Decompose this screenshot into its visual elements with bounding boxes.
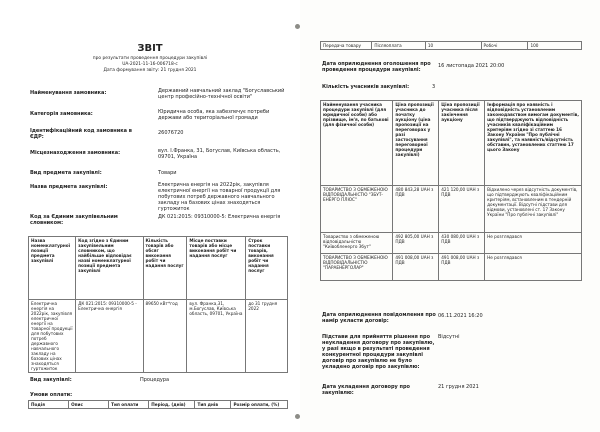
stamp-cell: Робочі xyxy=(481,42,528,50)
payment-col-type: Тип оплати xyxy=(109,401,149,409)
payment-col-description: Опис xyxy=(69,401,109,409)
participants-value: 3 xyxy=(432,84,436,90)
bid-final-price: 430 080,00 UAH з ПДВ xyxy=(439,233,485,254)
payment-col-event: Подія xyxy=(29,401,69,409)
items-col-name: Назва номенклатурної позиції предмета закупівлі xyxy=(29,237,76,300)
bids-col-final-price: Ціна пропозиції учасника після закінчення аукціону xyxy=(439,101,485,186)
report-subtitle: про результати проведення процедури закупівлі xyxy=(92,56,208,61)
items-col-quantity: Кількість товарів або обсяг виконання робіт чи надання послуг xyxy=(143,237,187,300)
subject-name-label: Назва предмета закупівлі: xyxy=(30,184,108,190)
payment-table xyxy=(28,400,288,409)
table-row xyxy=(321,42,582,50)
table-row xyxy=(321,186,582,233)
bids-table xyxy=(320,100,582,281)
payment-col-amount: Розмір оплати, (%) xyxy=(231,401,288,409)
bid-initial-price: 480 843,28 UAH з ПДВ xyxy=(393,186,439,233)
customer-address-label: Місцезнаходження замовника: xyxy=(30,150,121,156)
customer-name-label: Найменування замовника: xyxy=(30,90,107,96)
bid-initial-price: 492 805,00 UAH з ПДВ xyxy=(393,233,439,254)
items-table xyxy=(28,236,288,373)
edr-code-value: 26076720 xyxy=(158,130,184,136)
payment-stamp-table xyxy=(320,41,582,50)
bid-compliance: Не розглядався xyxy=(485,254,582,281)
items-table-header xyxy=(29,237,288,300)
bids-col-participant: Найменування учасника процедури закупівлі (для юридичної особи) або прізвище, ім'я, по батькові (для фізичної особи) xyxy=(321,101,393,186)
participants-label: Кількість учасників закупівлі: xyxy=(322,84,410,90)
stamp-cell: Післяоплата xyxy=(372,42,426,50)
table-row xyxy=(29,300,288,373)
bid-participant: ТОВАРИСТВО З ОБМЕЖЕНОЮ ВІДПОВІДАЛЬНІСТЮ "ПАРАЕНЕРГОЛАР" xyxy=(321,254,393,281)
items-col-place: Місце поставки товарів або місце виконання робіт чи надання послуг xyxy=(187,237,246,300)
right-page xyxy=(300,0,600,432)
purchase-type-label: Вид закупівлі: xyxy=(30,377,72,383)
bids-col-initial-price: Ціна пропозиції учасника до початку аукціону (ціна пропозиції на переговорах у разі застосування переговорної процедури закупівлі) xyxy=(393,101,439,186)
items-col-term: Строк поставки товарів, виконання робіт чи надання послуг xyxy=(246,237,288,300)
procurement-id: UA-2021-11-16-006718-c xyxy=(122,62,178,67)
subject-type-label: Вид предмета закупівлі: xyxy=(30,170,102,176)
customer-category-label: Категорія замовника: xyxy=(30,111,93,117)
stamp-cell: 10 xyxy=(425,42,481,50)
stamp-cell: 100 xyxy=(528,42,582,50)
customer-address-value: вул. І.Франка, 31, Богуслав, Київська область, 09701, Україна xyxy=(158,148,281,160)
item-term: до 31 грудня 2022 xyxy=(246,300,288,373)
customer-category-value: Юридична особа, яка забезпечує потреби держави або територіальної громади xyxy=(158,109,270,121)
contract-date-label: Дата укладення договору про закупівлю: xyxy=(322,384,410,396)
announce-date-label: Дата оприлюднення оголошення про проведення процедури закупівлі: xyxy=(322,61,431,73)
bid-compliance: Не розглядався xyxy=(485,233,582,254)
payment-col-period: Період, (днів) xyxy=(149,401,195,409)
items-col-code: Код згідно з Єдиним закупівельним словником, що найбільше відповідає назві номенклатурної позиції предмета закупівлі xyxy=(76,237,143,300)
bid-participant: Товариство з обмеженою відповідальністю "Київобленерго Збут" xyxy=(321,233,393,254)
bid-compliance: Відхилено через відсутність документів, що підтверджують кваліфікаційним критеріям, встановленим в тендерній документації. Відсутні підстави для відмови, установлені ст. 17 Закону України "Про публічні закупівлі" xyxy=(485,186,582,233)
decision-date-value: 06.11.2021 16:20 xyxy=(438,313,483,319)
contract-date-value: 21 грудня 2021 xyxy=(438,384,479,390)
non-conclusion-grounds-value: Відсутні xyxy=(438,334,460,340)
cpv-code-label: Код за Єдиним закупівельним словником: xyxy=(30,214,118,226)
bid-initial-price: 491 008,00 UAH з ПДВ xyxy=(393,254,439,281)
item-name: Електрична енергія на 2022рік, закупівля електричної енергії на товарної продукції для побутових потреб державного навчального закладу на базових цінах знаходяться гуртожиток xyxy=(29,300,76,373)
subject-name-value: Електрична енергія на 2022рік, закупівля електричної енергії на товарної продукції для побутових потреб державного навчального закладу на базових цінах знаходяться гуртожиток xyxy=(158,182,281,212)
item-place: вул. Франка,31, м.Богуслав, Київська область, 09701, Україна xyxy=(187,300,246,373)
edr-code-label: Ідентифікаційний код замовника в ЄДР: xyxy=(30,128,132,140)
bids-col-compliance: Інформація про наявність і відповідність установленим законодавством вимогам документів, що підтверджують відповідність учасників кваліфікаційним критеріям згідно зі статтею 16 Закону України "Про публічні закупівлі", та наявність/відсутність обставин, установлених статтею 17 цього Закону xyxy=(485,101,582,186)
payment-col-day-type: Тип днів xyxy=(195,401,231,409)
item-quantity: 89650 кВт*год xyxy=(143,300,187,373)
bid-final-price: 421 120,00 UAH з ПДВ xyxy=(439,186,485,233)
stamp-cell: Передача товару xyxy=(321,42,372,50)
table-row xyxy=(321,233,582,254)
announce-date-value: 16 листопада 2021 20:00 xyxy=(438,63,505,69)
bid-participant: ТОВАРИСТВО З ОБМЕЖЕНОЮ ВІДПОВІДАЛЬНІСТЮ "ЗБУТ-ЕНЕРГО ПЛЮС" xyxy=(321,186,393,233)
purchase-type-value: Процедура xyxy=(140,377,170,383)
decision-date-label: Дата оприлюднення повідомлення про намір укласти договір: xyxy=(322,312,436,324)
report-date: Дата формування звіту: 21 грудня 2021 xyxy=(103,68,197,73)
subject-type-value: Товари xyxy=(158,170,177,176)
non-conclusion-grounds-label: Підстави для прийняття рішення про неукладення договору про закупівлю, у разі якщо в результаті проведення конкурентної процедури закупівлі договір про закупівлю не було укладено договір про закупівлю: xyxy=(322,334,435,370)
table-row xyxy=(321,254,582,281)
payment-terms-label: Умови оплати: xyxy=(30,392,73,398)
bids-table-header xyxy=(321,101,582,186)
report-title: ЗВІТ xyxy=(137,43,163,54)
item-code: ДК 021:2015: 09310000-5 - Електрична енергія xyxy=(76,300,143,373)
cpv-code-value: ДК 021:2015: 09310000-5: Електрична енергія xyxy=(158,214,281,220)
bid-final-price: 491 008,00 UAH з ПДВ xyxy=(439,254,485,281)
payment-table-header xyxy=(29,401,288,409)
customer-name-value: Державний навчальний заклад "Богуславський центр професійно-технічної освіти" xyxy=(158,88,285,100)
